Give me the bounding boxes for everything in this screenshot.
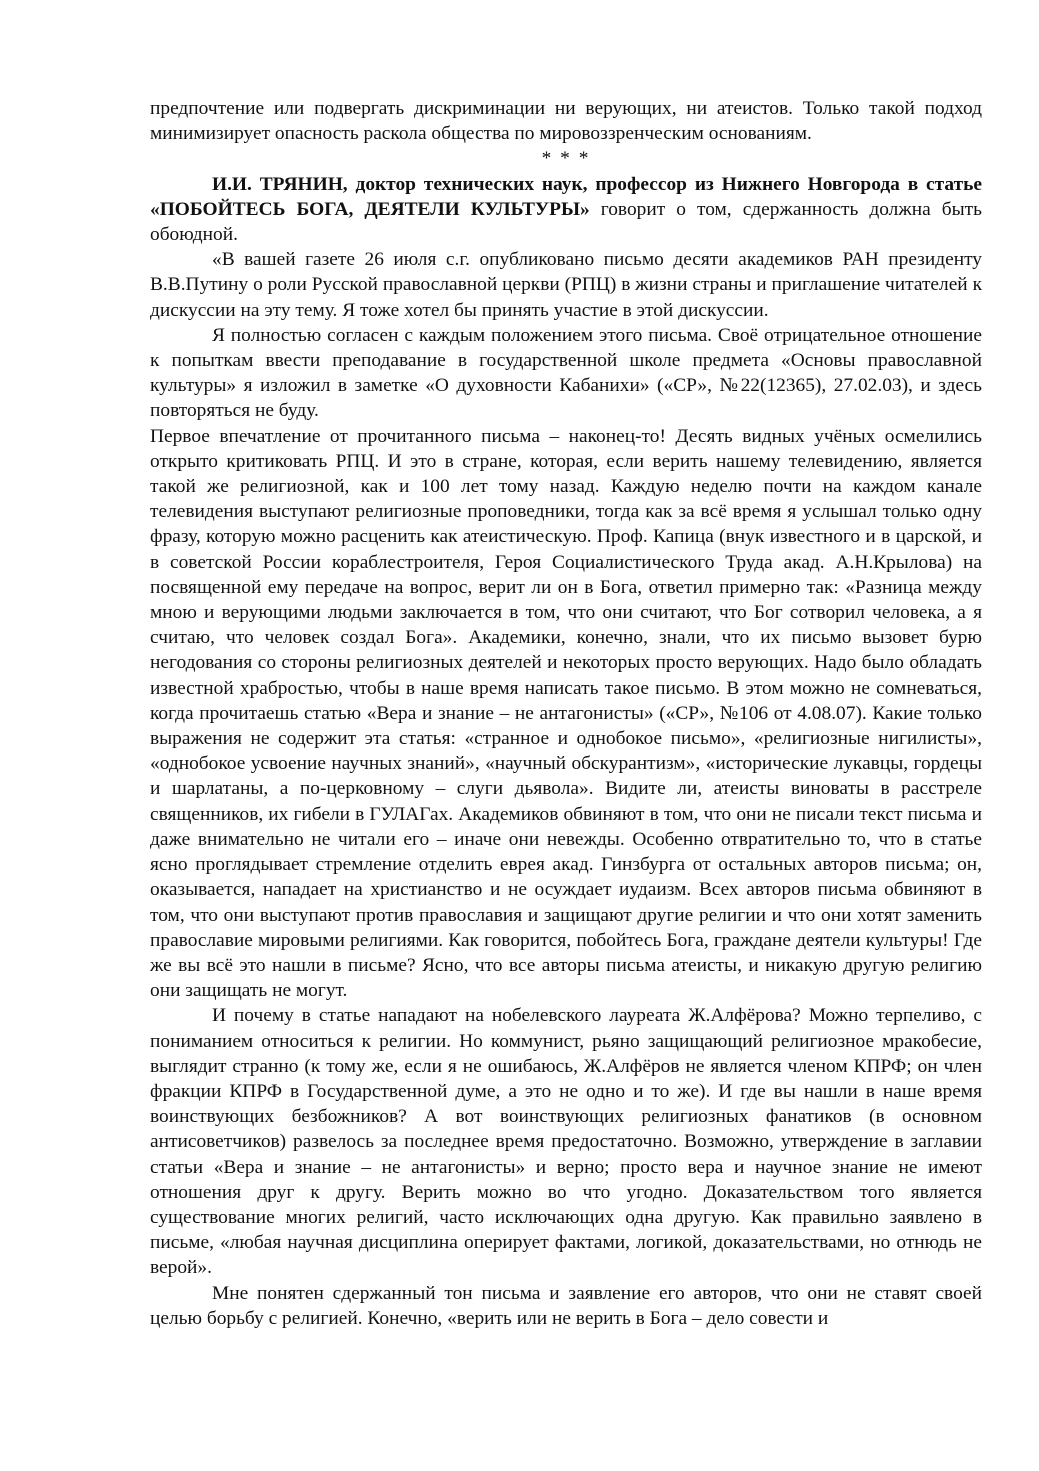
document-page [150,96,982,1331]
section-separator: * * * [541,148,591,170]
body-paragraph: И почему в статье нападают на нобелевского лауреата Ж.Алфёрова? Можно терпеливо, с пониманием относиться к религии. Но коммунист, рьяно защищающий религиозное мракобесие, выглядит странно (к тому же, если я не ошибаюсь, Ж.Алфёров не является членом КПРФ; он член фракции КПРФ в Государственной думе, а это не одно и то же). И где вы нашли в наше время воинствующих безбожников? А вот воинствующих религиозных фанатиков (в основном антисоветчиков) развелось за последнее время предостаточно. Возможно, утверждение в заглавии статьи «Вера и знание – не антагонисты» и верно; просто вера и научное знание не имеют отношения друг к другу. Верить можно во что угодно. Доказательством того является существование многих религий, часто исключающих одна другую. Как правильно заявлено в письме, «любая научная дисциплина оперирует фактами, логикой, доказательствами, но отнюдь не верой». [150,1005,982,1279]
body-paragraph: Я полностью согласен с каждым положением этого письма. Своё отрицательное отношение к попыткам ввести преподавание в государственной школе предмета «Основы православной культуры» я изложил в заметке «О духовности Кабанихи» («СР», №22(12365), 27.02.03), и здесь повторяться не буду. [150,324,982,422]
author-heading: И.И. ТРЯНИН, доктор технических наук, профессор из Нижнего Новгорода в статье «ПОБОЙТЕСЬ БОГА, ДЕЯТЕЛИ КУЛЬТУРЫ» [150,173,982,220]
paragraph-continuation: предпочтение или подвергать дискриминации ни верующих, ни атеистов. Только такой подход минимизирует опасность раскола общества по мировоззренческим основаниям. [150,98,982,145]
author-intro-paragraph [150,172,982,248]
body-paragraph: Мне понятен сдержанный тон письма и заявление его авторов, что они не ставят своей целью борьбу с религией. Конечно, «верить или не верить в Бога – дело совести и [150,1282,982,1329]
body-paragraph: «В вашей газете 26 июля с.г. опубликовано письмо десяти академиков РАН президенту В.В.Путину о роли Русской православной церкви (РПЦ) в жизни страны и приглашение читателей к дискуссии на эту тему. Я тоже хотел бы принять участие в этой дискуссии. [150,249,982,321]
author-intro-text: говорит о том, сдержанность должна быть обоюдной. [150,198,982,246]
body-paragraph: Первое впечатление от прочитанного письма – наконец-то! Десять видных учёных осмелились открыто критиковать РПЦ. И это в стране, которая, если верить нашему телевидению, является такой же религиозной, как и 100 лет тому назад. Каждую неделю почти на каждом канале телевидения выступают религиозные проповедники, тогда как за всё время я услышал только одну фразу, которую можно расценить как атеистическую. Проф. Капица (внук известного и в царской, и в советской России кораблестроителя, Героя Социалистического Труда акад. А.Н.Крылова) на посвященной ему передаче на вопрос, верит ли он в Бога, ответил примерно так: «Разница между мною и верующими людьми заключается в том, что они считают, что Бог сотворил человека, а я считаю, что человек создал Бога». Академики, конечно, знали, что их письмо вызовет бурю негодования со стороны религиозных деятелей и некоторых просто верующих. Надо было обладать известной храбростью, чтобы в наше время написать такое письмо. В этом можно не сомневаться, когда прочитаешь статью «Вера и знание – не антагонисты» («СР», №106 от 4.08.07). Какие только выражения не содержит эта статья: «странное и однобокое письмо», «религиозные нигилисты», «однобокое усвоение научных знаний», «научный обскурантизм», «исторические лукавцы, гордецы и шарлатаны, а по-церковному – слуги дьявола». Видите ли, атеисты виноваты в расстреле священников, их гибели в ГУЛАГах. Академиков обвиняют в том, что они не писали текст письма и даже внимательно не читали его – иначе они невежды. Особенно отвратительно то, что в статье ясно проглядывает стремление отделить еврея акад. Гинзбурга от остальных авторов письма; он, оказывается, нападает на христианство и не осуждает иудаизм. Всех авторов письма обвиняют в том, что они выступают против православия и защищают другие религии и что они хотят заменить православие мировыми религиями. Как говорится, побойтесь Бога, граждане деятели культуры! Где же вы всё это нашли в письме? Ясно, что все авторы письма атеисты, и никакую другую религию они защищать не могут. [150,425,982,1002]
